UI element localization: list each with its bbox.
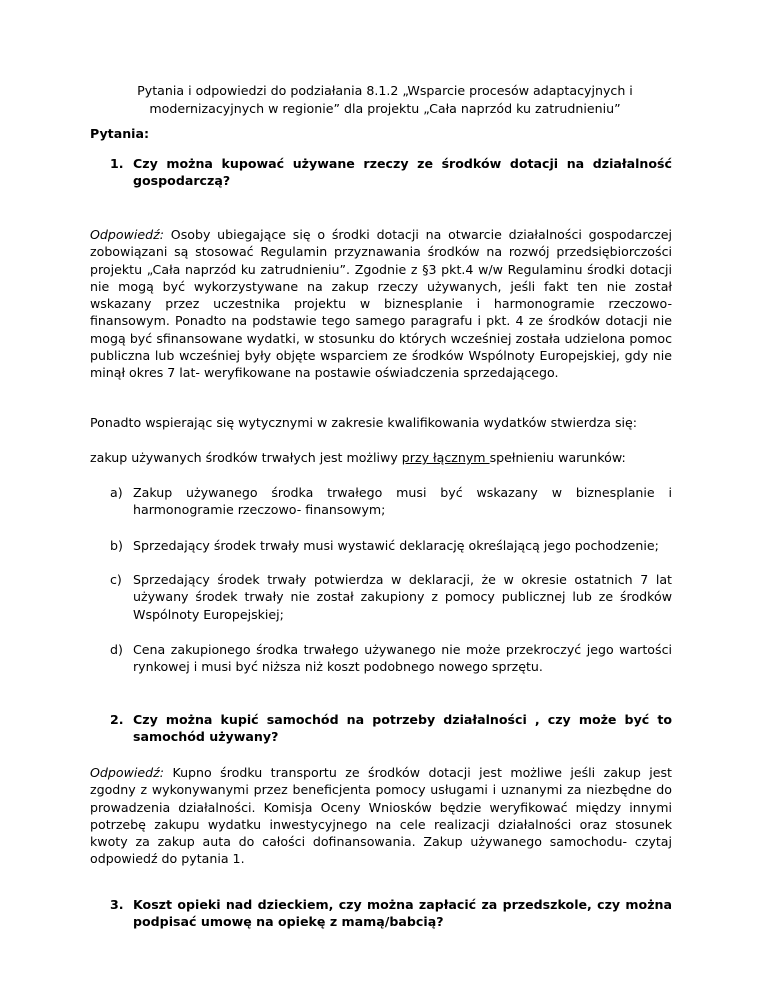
condition-item-marker: c): [110, 572, 122, 587]
question-2-text: Czy można kupić samochód na potrzeby działalności , czy może być to samochód używany?: [133, 712, 672, 745]
condition-item-text: Cena zakupionego środka trwałego używanego nie może przekroczyć jego wartości rynkowej i musi być niższa niż koszt podobnego nowego sprzętu.: [133, 642, 672, 675]
document-title: [90, 82, 680, 118]
question-3-text: Koszt opieki nad dzieckiem, czy można zapłacić za przedszkole, czy można podpisać umowę na opiekę z mamą/babcią?: [133, 897, 672, 930]
condition-item-d: [110, 641, 672, 676]
answer-2-text: Kupno środku transportu ze środków dotacji jest możliwe jeśli zakup jest zgodny z wykonywanymi przez beneficjenta pomocy usługami i uznanymi za niezbędne do prowadzenia działalności. Komisja Oceny Wniosków będzie weryfikować między innymi potrzebę zakupu wydatku inwestycyjnego na cele realizacji działalności oraz stosunek kwoty za zakup auta do całości dofinansowania. Zakup używanego samochodu- czytaj odpowiedź do pytania 1.: [90, 765, 672, 867]
condition-item-text: Sprzedający środek trwały musi wystawić deklarację określającą jego pochodzenie;: [133, 538, 659, 553]
question-1-text: Czy można kupować używane rzeczy ze środków dotacji na działalność gospodarczą?: [133, 156, 672, 189]
answer-1-label: Odpowiedź:: [90, 227, 165, 242]
condition-item-marker: a): [110, 485, 123, 500]
title-line-2: modernizacyjnych w regionie” dla projektu „Cała naprzód ku zatrudnieniu”: [149, 101, 621, 116]
condition-item-text: Zakup używanego środka trwałego musi być wskazany w biznesplanie i harmonogramie rzeczowo- finansowym;: [133, 485, 672, 518]
answer-1: [90, 226, 672, 382]
title-line-1: Pytania i odpowiedzi do podziałania 8.1.2 „Wsparcie procesów adaptacyjnych i: [137, 83, 633, 98]
answer-2: [90, 764, 672, 868]
section-label: Pytania:: [90, 126, 150, 141]
condition-paragraph: [90, 449, 672, 466]
question-2-number: 2.: [110, 712, 124, 727]
condition-text-underlined: przy łącznym: [401, 450, 490, 465]
answer-2-label: Odpowiedź:: [90, 765, 165, 780]
question-1-number: 1.: [110, 156, 124, 171]
question-3-number: 3.: [110, 897, 124, 912]
guidelines-paragraph: Ponadto wspierając się wytycznymi w zakresie kwalifikowania wydatków stwierdza się:: [90, 415, 638, 430]
question-2: [110, 711, 672, 746]
answer-1-text: Osoby ubiegające się o środki dotacji na otwarcie działalności gospodarczej zobowiązani są stosować Regulamin przyznawania środków na rozwój przedsiębiorczości projektu „Cała naprzód ku zatrudnieniu”. Zgodnie z §3 pkt.4 w/w Regulaminu środki dotacji nie mogą być wykorzystywane na zakup rzeczy używanych, jeśli fakt ten nie został wskazany przez uczestnika projektu w biznesplanie i harmonogramie rzeczowo-finansowym. Ponadto na podstawie tego samego paragrafu i pkt. 4 ze środków dotacji nie mogą być sfinansowane wydatki, w stosunku do których wcześniej została udzielona pomoc publiczna lub wcześniej były objęte wsparciem ze środków Wspólnoty Europejskiej, gdy nie minął okres 7 lat- weryfikowane na postawie oświadczenia sprzedającego.: [90, 227, 672, 381]
condition-text-after: spełnieniu warunków:: [489, 450, 626, 465]
condition-item-b: [110, 537, 672, 554]
condition-item-text: Sprzedający środek trwały potwierdza w deklaracji, że w okresie ostatnich 7 lat używany środek trwały nie został zakupiony z pomocy publicznej lub ze środków Wspólnoty Europejskiej;: [133, 572, 672, 622]
condition-text-before: zakup używanych środków trwałych jest możliwy: [90, 450, 402, 465]
question-1: [110, 155, 672, 190]
condition-item-a: [110, 484, 672, 519]
condition-item-marker: d): [110, 642, 123, 657]
condition-item-marker: b): [110, 538, 123, 553]
question-3: [110, 896, 672, 931]
condition-item-c: [110, 571, 672, 623]
